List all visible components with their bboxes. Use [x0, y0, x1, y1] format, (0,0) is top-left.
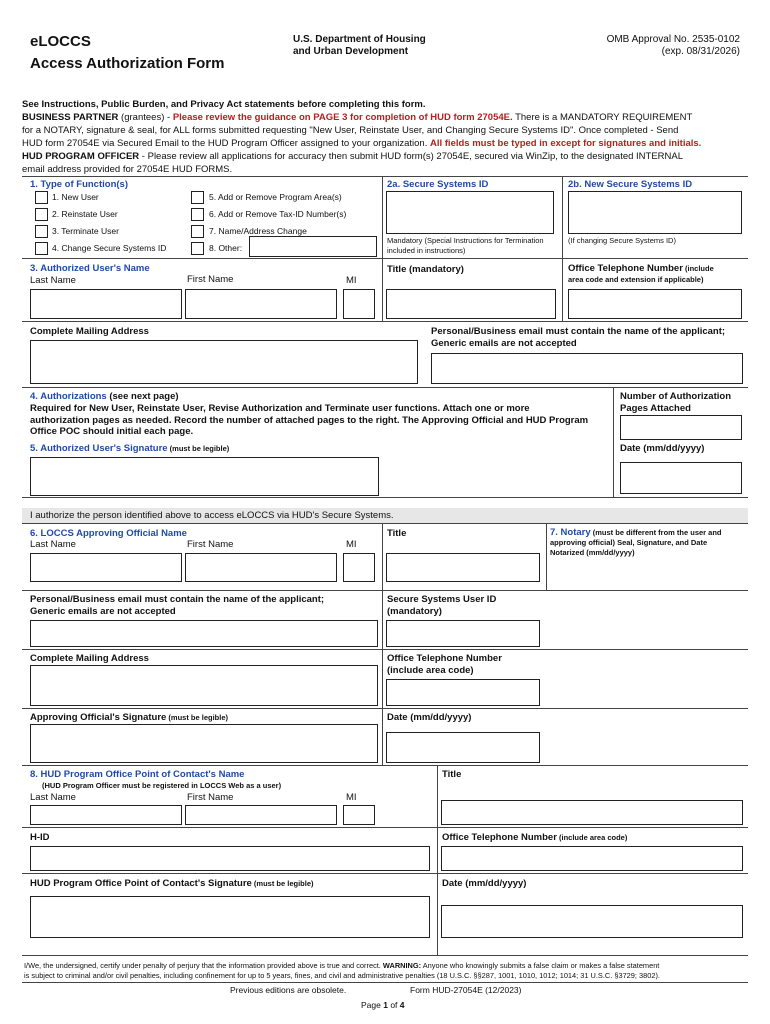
section-2a-title: 2a. Secure Systems ID — [387, 179, 489, 190]
section-7-note: (must be different from the user and approving official) Seal, Signature, and Date Notarized (mm/dd/yyyy) — [550, 528, 722, 557]
user-email-input[interactable] — [431, 353, 743, 384]
section-4-title: 4. Authorizations — [30, 391, 107, 402]
official-signature-field[interactable] — [30, 724, 378, 763]
poc-signature-note: (must be legible) — [251, 879, 314, 888]
secure-systems-id-input[interactable] — [386, 191, 554, 234]
user-phone-note-2: area code and extension if applicable) — [568, 275, 704, 284]
user-signature-date-label: Date (mm/dd/yyyy) — [620, 443, 705, 454]
official-date-input[interactable] — [386, 732, 540, 763]
official-email-input[interactable] — [30, 620, 378, 647]
poc-phone-heading — [442, 832, 627, 843]
certification-text-a: I/We, the undersigned, certify under penalty of perjury that the information provided above is true and correct. — [24, 961, 383, 970]
user-email-note: Personal/Business email must contain the name of the applicant; Generic emails are not accepted — [431, 326, 726, 349]
user-first-name-input[interactable] — [185, 289, 337, 319]
poc-last-name-label: Last Name — [30, 792, 76, 803]
warning-label: WARNING: — [382, 961, 422, 970]
user-last-name-input[interactable] — [30, 289, 182, 319]
section-8-note: (HUD Program Officer must be registered in LOCCS Web as a user) — [42, 781, 282, 790]
label-change-secure-id: 4. Change Secure Systems ID — [52, 243, 167, 253]
poc-mi-input[interactable] — [343, 805, 375, 825]
poc-phone-note: (include area code) — [556, 833, 628, 842]
user-phone-note: (include — [682, 264, 714, 273]
section-7-heading — [550, 528, 742, 558]
instructions-line-3 — [22, 138, 701, 149]
previous-editions-note: Previous editions are obsolete. — [230, 985, 347, 995]
user-phone-input[interactable] — [568, 289, 742, 319]
user-last-name-label: Last Name — [30, 275, 76, 286]
business-partner-line — [22, 112, 692, 123]
instructions-heading: See Instructions, Public Burden, and Privacy Act statements before completing this form. — [22, 99, 426, 110]
official-phone-label: Office Telephone Number (include area code) — [387, 653, 502, 676]
user-signature-date-input[interactable] — [620, 462, 742, 494]
section-4-title-note: (see next page) — [106, 391, 179, 402]
user-address-label: Complete Mailing Address — [30, 326, 149, 337]
poc-first-name-input[interactable] — [185, 805, 337, 825]
label-other: 8. Other: — [209, 243, 243, 253]
checkbox-change-secure-id[interactable] — [35, 242, 48, 255]
poc-last-name-input[interactable] — [30, 805, 182, 825]
poc-phone-label: Office Telephone Number — [442, 832, 557, 843]
section-5-title: 5. Authorized User's Signature — [30, 443, 168, 454]
bp-grantees: (grantees) - — [118, 112, 173, 123]
poc-title-label: Title — [442, 769, 462, 780]
official-mi-label: MI — [346, 539, 357, 550]
section-5-note: (must be legible) — [167, 444, 230, 453]
auth-pages-label: Number of Authorization Pages Attached — [620, 391, 731, 414]
checkbox-reinstate-user[interactable] — [35, 208, 48, 221]
page-prefix: Page — [361, 1000, 384, 1010]
official-address-input[interactable] — [30, 665, 378, 706]
user-title-label: Title (mandatory) — [387, 264, 464, 275]
section-7-title: 7. Notary — [550, 527, 591, 538]
certification-line-1 — [24, 961, 659, 970]
auth-pages-input[interactable] — [620, 415, 742, 440]
official-first-name-input[interactable] — [185, 553, 337, 582]
official-title-label: Title — [387, 528, 407, 539]
form-title: Access Authorization Form — [30, 55, 225, 72]
program-officer-line — [22, 151, 683, 162]
label-reinstate-user: 2. Reinstate User — [52, 209, 118, 219]
instructions-line-5: email address provided for 27054E HUD FORMS. — [22, 164, 233, 175]
instructions-line-2: for a NOTARY, signature & seal, for ALL forms submitted requesting "New User, Reinstate User, and Changing Secure Systems ID". Once completed - Send — [22, 125, 679, 136]
section-4-body: Required for New User, Reinstate User, Revise Authorization and Terminate user functions. Attach one or more authorization pages as needed. Record the number of attached pages to the right. The Approving Official and HUD Program Office POC should initial each page. — [30, 403, 589, 437]
form-number: Form HUD-27054E (12/2023) — [410, 985, 522, 995]
section-3-title: 3. Authorized User's Name — [30, 263, 150, 274]
section-5-heading — [30, 443, 229, 454]
official-signature-label: Approving Official's Signature — [30, 712, 167, 723]
poc-signature-label: HUD Program Office Point of Contact's Signature — [30, 878, 252, 889]
section-6-title: 6. LOCCS Approving Official Name — [30, 528, 187, 539]
official-last-name-label: Last Name — [30, 539, 76, 550]
user-address-input[interactable] — [30, 340, 418, 384]
certification-text-b: Anyone who knowingly submits a false claim or makes a false statement — [421, 961, 660, 970]
official-first-name-label: First Name — [187, 539, 234, 550]
section-2a-note: Mandatory (Special Instructions for Termination included in instructions) — [387, 236, 544, 255]
poc-mi-label: MI — [346, 792, 357, 803]
user-first-name-label: First Name — [187, 274, 234, 285]
official-title-input[interactable] — [386, 553, 540, 582]
label-new-user: 1. New User — [52, 192, 99, 202]
poc-title-input[interactable] — [441, 800, 743, 825]
checkbox-other[interactable] — [191, 242, 204, 255]
bp-guidance: Please review the guidance on PAGE 3 for completion of HUD form 27054E. — [172, 112, 513, 123]
poc-phone-input[interactable] — [441, 846, 743, 871]
other-function-input[interactable] — [249, 236, 377, 257]
official-last-name-input[interactable] — [30, 553, 182, 582]
poc-hid-input[interactable] — [30, 846, 430, 871]
app-name: eLOCCS — [30, 33, 91, 50]
official-mi-input[interactable] — [343, 553, 375, 582]
page-total: 4 — [399, 1000, 405, 1010]
official-signature-note: (must be legible) — [166, 713, 229, 722]
section-2b-note: (If changing Secure Systems ID) — [568, 236, 676, 245]
po-label: HUD PROGRAM OFFICER — [22, 151, 140, 162]
department-line-2: and Urban Development — [293, 46, 409, 57]
bp-requirement: There is a MANDATORY REQUIREMENT — [512, 112, 693, 123]
user-title-input[interactable] — [386, 289, 556, 319]
poc-hid-label: H-ID — [30, 832, 50, 843]
official-ssid-label: Secure Systems User ID (mandatory) — [387, 594, 497, 617]
page-number: 1 — [383, 1000, 388, 1010]
new-secure-systems-id-input[interactable] — [568, 191, 742, 234]
label-tax-id: 6. Add or Remove Tax-ID Number(s) — [209, 209, 347, 219]
checkbox-name-address[interactable] — [191, 225, 204, 238]
label-name-address: 7. Name/Address Change — [209, 226, 307, 236]
checkbox-new-user[interactable] — [35, 191, 48, 204]
notary-seal-area[interactable] — [548, 568, 748, 765]
typed-fields-warning: All fields must be typed in except for signatures and initials. — [429, 138, 702, 149]
omb-approval: OMB Approval No. 2535-0102 — [606, 34, 740, 45]
page-of: of — [387, 1000, 400, 1010]
official-ssid-input[interactable] — [386, 620, 540, 647]
official-signature-heading — [30, 712, 228, 723]
label-terminate-user: 3. Terminate User — [52, 226, 119, 236]
poc-signature-field[interactable] — [30, 896, 430, 938]
department-line-1: U.S. Department of Housing — [293, 34, 426, 45]
bp-label: BUSINESS PARTNER — [22, 112, 119, 123]
poc-date-input[interactable] — [441, 905, 743, 938]
user-phone-label — [568, 263, 714, 274]
section-1-title: 1. Type of Function(s) — [30, 179, 128, 190]
user-signature-field[interactable] — [30, 457, 379, 496]
official-address-label: Complete Mailing Address — [30, 653, 149, 664]
checkbox-program-areas[interactable] — [191, 191, 204, 204]
user-mi-input[interactable] — [343, 289, 375, 319]
section-4-heading — [30, 391, 179, 402]
official-email-note: Personal/Business email must contain the name of the applicant; Generic emails are not accepted — [30, 594, 325, 617]
section-8-title: 8. HUD Program Office Point of Contact's Name — [30, 769, 245, 780]
label-program-areas: 5. Add or Remove Program Area(s) — [209, 192, 342, 202]
omb-expiration: (exp. 08/31/2026) — [661, 46, 740, 57]
poc-first-name-label: First Name — [187, 792, 234, 803]
official-date-label: Date (mm/dd/yyyy) — [387, 712, 472, 723]
send-instruction: HUD form 27054E via Secured Email to the HUD Program Officer assigned to your organization. — [22, 138, 430, 149]
poc-signature-heading — [30, 878, 314, 889]
page-indicator — [361, 1000, 405, 1010]
certification-line-2: is subject to criminal and/or civil penalties, including confinement for up to 5 years, fines, and civil and administrative penalties (18 U.S.C. §§287, 1001, 1010, 1012; 1014; 31 U.S.C. §3729; 3802). — [24, 971, 660, 980]
user-phone-title: Office Telephone Number — [568, 263, 683, 274]
user-mi-label: MI — [346, 275, 357, 286]
official-phone-input[interactable] — [386, 679, 540, 706]
authorize-statement: I authorize the person identified above to access eLOCCS via HUD's Secure Systems. — [30, 510, 394, 521]
checkbox-terminate-user[interactable] — [35, 225, 48, 238]
section-2b-title: 2b. New Secure Systems ID — [568, 179, 693, 190]
poc-date-label: Date (mm/dd/yyyy) — [442, 878, 527, 889]
checkbox-tax-id[interactable] — [191, 208, 204, 221]
po-text: - Please review all applications for accuracy then submit HUD form(s) 27054E, secured via WinZip, to the designated INTERNAL — [139, 151, 684, 162]
